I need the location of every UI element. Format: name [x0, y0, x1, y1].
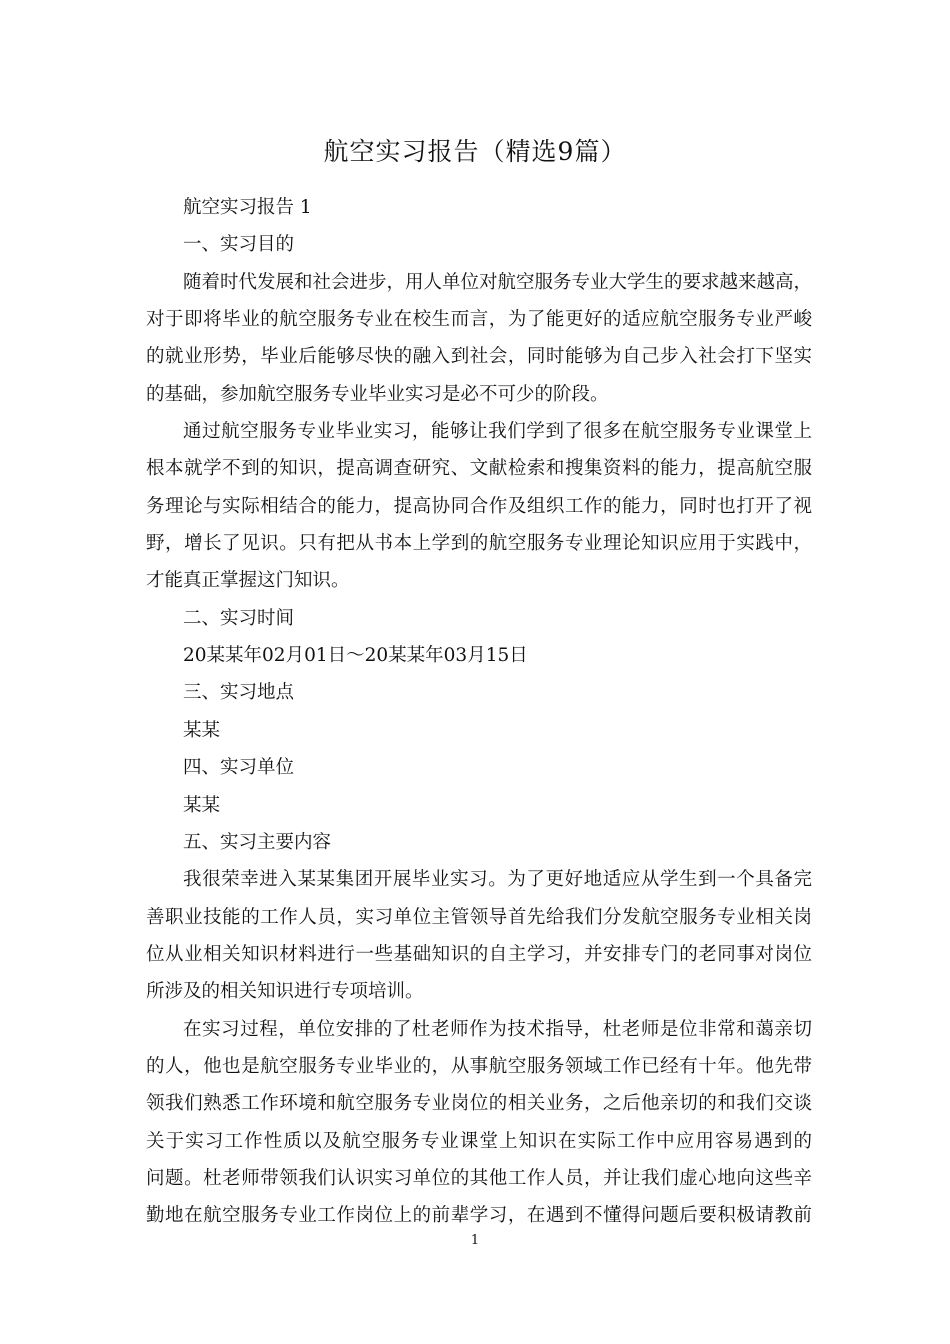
document-body: [146, 189, 812, 1235]
text-line: 二、实习时间: [183, 607, 295, 629]
text-line: 四、实习单位: [183, 757, 295, 779]
text-line: 务理论与实际相结合的能力，提高协同合作及组织工作的能力，同时也打开了视: [146, 495, 812, 517]
text-line: 航空实习报告 1: [183, 197, 312, 218]
text-line: 某某: [183, 719, 221, 741]
text-line: 随着时代发展和社会进步，用人单位对航空服务专业大学生的要求越来越高，: [183, 271, 813, 293]
text-line: 的人，他也是航空服务专业毕业的，从事航空服务领域工作已经有十年。他先带: [146, 1055, 812, 1077]
text-line: 才能真正掌握这门知识。: [146, 570, 350, 592]
document-title: 航空实习报告（精选9篇）: [323, 137, 627, 166]
text-line: 的就业形势，毕业后能够尽快的融入到社会，同时能够为自己步入社会打下坚实: [146, 346, 812, 368]
text-line: 对于即将毕业的航空服务专业在校生而言，为了能更好的适应航空服务专业严峻: [146, 309, 812, 331]
text-line: 关于实习工作性质以及航空服务专业课堂上知识在实际工作中应用容易遇到的: [146, 1130, 812, 1152]
text-line: 位从业相关知识材料进行一些基础知识的自主学习，并安排专门的老同事对岗位: [146, 943, 812, 965]
text-line: 五、实习主要内容: [183, 831, 332, 853]
text-line: 20某某年02月01日～20某某年03月15日: [183, 645, 528, 667]
text-line: 所涉及的相关知识进行专项培训。: [146, 981, 424, 1003]
text-line: 在实习过程，单位安排的了杜老师作为技术指导，杜老师是位非常和蔼亲切: [183, 1018, 812, 1040]
text-line: 野，增长了见识。只有把从书本上学到的航空服务专业理论知识应用于实践中，: [146, 533, 812, 555]
text-line: 某某: [183, 794, 221, 816]
text-line: 我很荣幸进入某某集团开展毕业实习。为了更好地适应从学生到一个具备完: [183, 869, 812, 891]
page-number: 1: [470, 1233, 480, 1248]
text-line: 领我们熟悉工作环境和航空服务专业岗位的相关业务，之后他亲切的和我们交谈: [146, 1093, 812, 1115]
text-line: 的基础，参加航空服务专业毕业实习是必不可少的阶段。: [146, 383, 609, 405]
text-line: 善职业技能的工作人员，实习单位主管领导首先给我们分发航空服务专业相关岗: [146, 906, 812, 928]
text-line: 一、实习目的: [183, 234, 295, 256]
text-line: 根本就学不到的知识，提高调查研究、文献检索和搜集资料的能力，提高航空服: [146, 458, 812, 480]
text-line: 通过航空服务专业毕业实习，能够让我们学到了很多在航空服务专业课堂上: [183, 421, 812, 443]
text-line: 三、实习地点: [183, 682, 295, 704]
text-line: 问题。杜老师带领我们认识实习单位的其他工作人员，并让我们虚心地向这些辛: [146, 1167, 812, 1189]
text-line: 勤地在航空服务专业工作岗位上的前辈学习，在遇到不懂得问题后要积极请教前: [146, 1205, 812, 1227]
